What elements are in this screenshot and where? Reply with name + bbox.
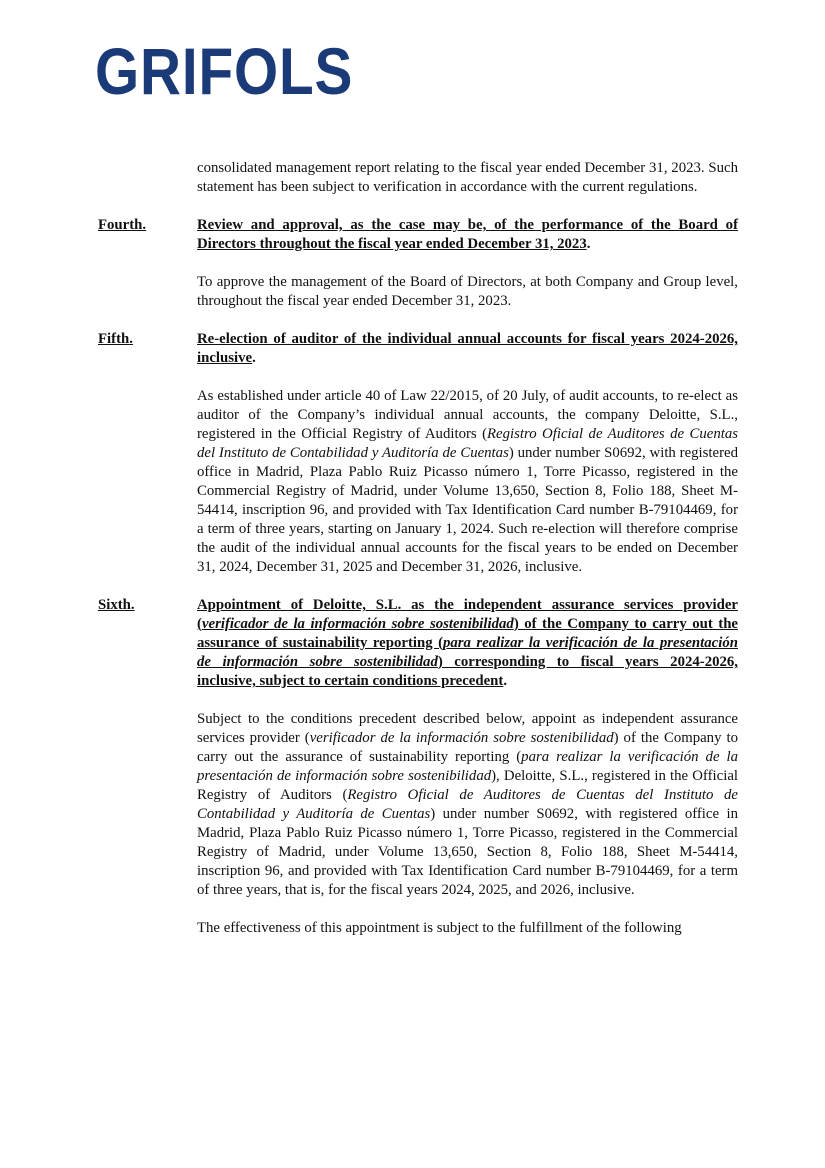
title-period: . (252, 350, 256, 366)
document-body (98, 159, 738, 938)
effectiveness-paragraph: The effectiveness of this appointment is subject to the fulfillment of the following (197, 920, 682, 936)
section-title-fifth (197, 330, 738, 368)
title-text: ) corresponding to fiscal years 2024-2026, inclusive, subject to certain conditions precedent (197, 654, 738, 689)
body-text: ) of the Company to carry out the assurance of sustainability reporting ( (197, 730, 738, 765)
body-text: Subject to the conditions precedent described below, appoint as independent assurance services provider ( (197, 711, 738, 746)
body-text: ), Deloitte, S.L., registered in the Official Registry of Auditors ( (197, 768, 738, 803)
title-italic-text: para realizar la verificación de la presentación de información sobre sostenibilidad (197, 635, 738, 670)
section-fourth-heading (98, 216, 738, 254)
body-italic-text: verificador de la información sobre sostenibilidad (309, 730, 614, 746)
section-title-fifth-text: Re-election of auditor of the individual annual accounts for fiscal years 2024-2026, inclusive (197, 331, 738, 366)
section-body-fifth (197, 387, 738, 577)
title-period: . (503, 673, 508, 689)
body-italic-text: Registro Oficial de Auditores de Cuentas del Instituto de Contabilidad y Auditoría de Cuentas (197, 787, 738, 822)
body-italic-text: Registro Oficial de Auditores de Cuentas del Instituto de Contabilidad y Auditoría de Cuentas (197, 426, 738, 461)
section-body-fourth: To approve the management of the Board of Directors, at both Company and Group level, throughout the fiscal year ended December 31, 2023. (197, 274, 738, 309)
section-title-sixth (197, 596, 738, 691)
section-title-fourth-text: Review and approval, as the case may be, of the performance of the Board of Directors throughout the fiscal year ended December 31, 2023 (197, 217, 738, 252)
title-italic-text: verificador de la información sobre sostenibilidad (201, 616, 514, 632)
grifols-logo: GRIFOLS (95, 34, 354, 108)
body-text: ) under number S0692, with registered office in Madrid, Plaza Pablo Ruiz Picasso número 1, Torre Picasso, registered in the Commercial Registry of Madrid, under Volume 13,650, Section 8, Folio 188, Sheet M-54414, inscription 96, and provided with Tax Identification Card number B-79104469, for a term of three years, that is, for the fiscal years 2024, 2025, and 2026, inclusive. (197, 806, 738, 898)
section-label-fifth: Fifth. (98, 331, 133, 347)
section-label-sixth: Sixth. (98, 597, 135, 613)
title-text: Appointment of Deloitte, S.L. as the independent assurance services provider ( (197, 597, 738, 632)
section-title-fourth (197, 216, 738, 254)
intro-paragraph: consolidated management report relating to the fiscal year ended December 31, 2023. Such statement has been subject to verification in accordance with the current regulations. (197, 160, 738, 195)
section-body-sixth (197, 710, 738, 900)
body-italic-text: para realizar la verificación de la presentación de información sobre sostenibilidad (197, 749, 738, 784)
body-text: As established under article 40 of Law 22/2015, of 20 July, of audit accounts, to re-elect as auditor of the Company’s individual annual accounts, the company Deloitte, S.L., registered in the Official Registry of Auditors ( (197, 388, 738, 442)
section-label-fourth: Fourth. (98, 217, 147, 233)
title-period: . (586, 236, 591, 252)
title-text: ) of the Company to carry out the assurance of sustainability reporting ( (197, 616, 738, 651)
section-fifth-heading (98, 330, 738, 368)
section-sixth-heading (98, 596, 738, 691)
body-text: ) under number S0692, with registered office in Madrid, Plaza Pablo Ruiz Picasso número 1, Torre Picasso, registered in the Commercial Registry of Madrid, under Volume 13,650, Section 8, Folio 188, Sheet M-54414, inscription 96, and provided with Tax Identification Card number B-79104469, for a term of three years, starting on January 1, 2024. Such re-election will therefore comprise the audit of the individual annual accounts for the fiscal years to be ended on December 31, 2024, December 31, 2025 and December 31, 2026, inclusive. (197, 445, 738, 575)
